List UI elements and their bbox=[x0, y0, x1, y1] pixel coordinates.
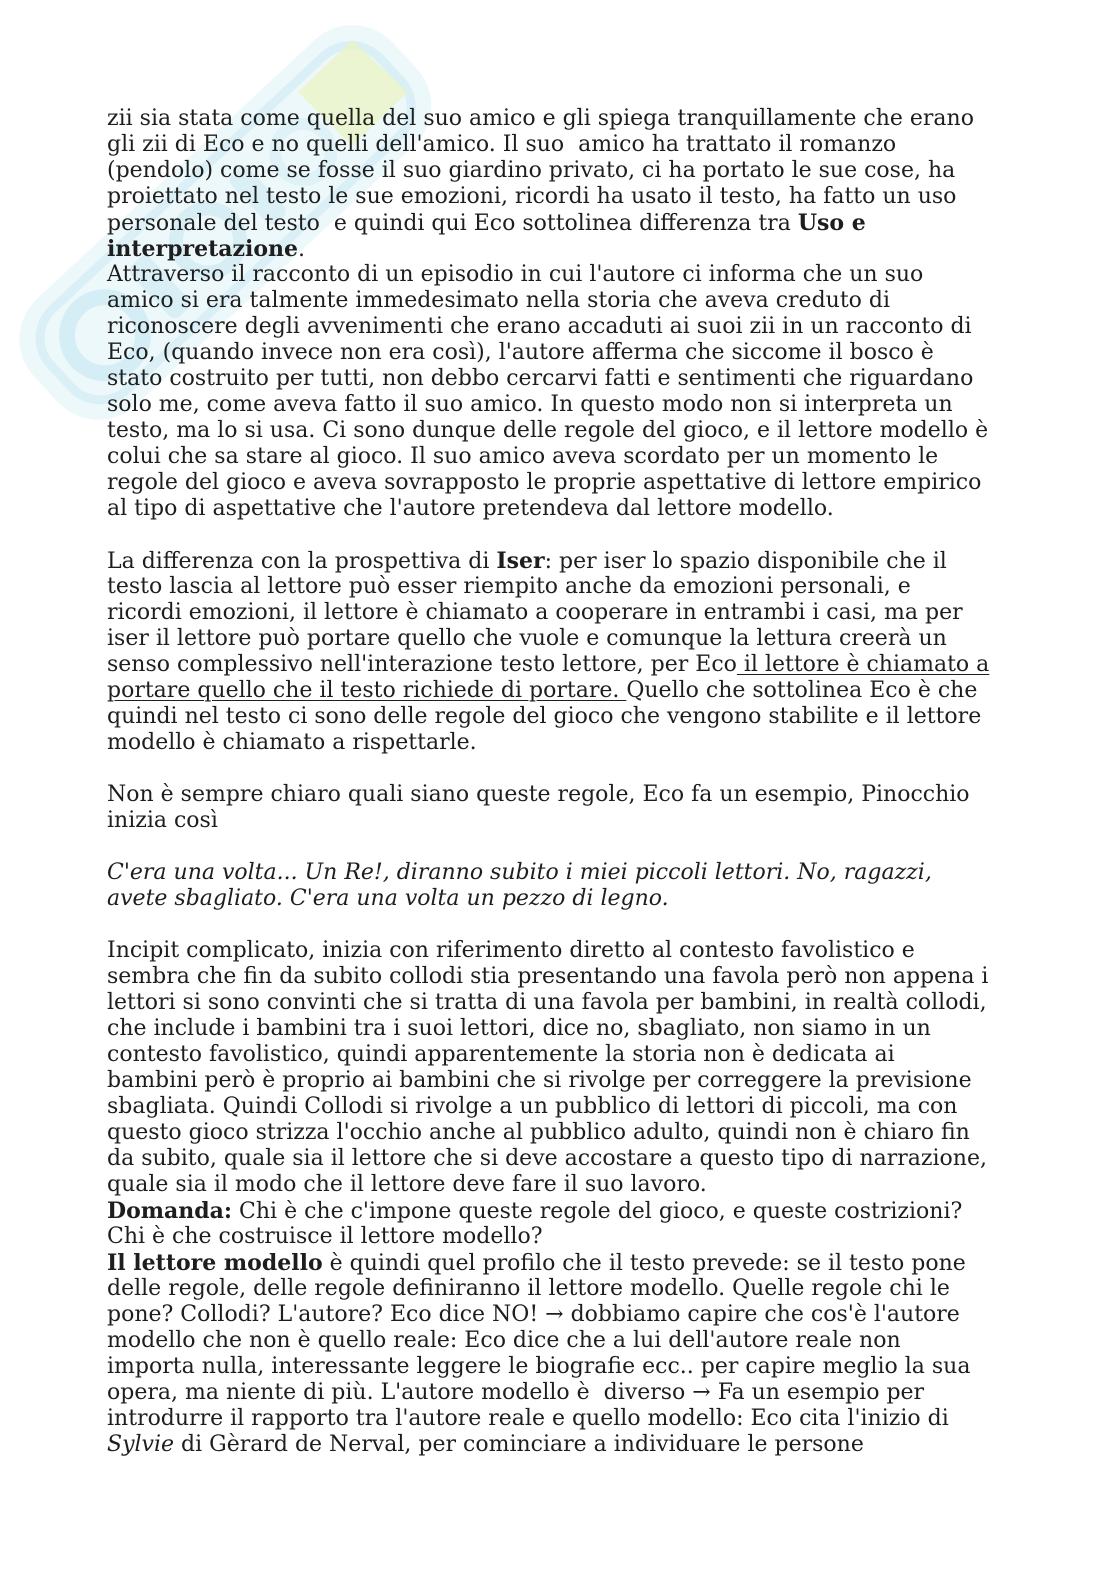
text-line: opera, ma niente di più. L'autore modello è diverso → Fa un esempio per bbox=[107, 1380, 925, 1405]
text-line bbox=[107, 236, 989, 262]
text-run: Chi è che c'impone queste regole del gioco, e queste costrizioni? bbox=[232, 1199, 963, 1224]
text-line: pone? Collodi? L'autore? Eco dice NO! → dobbiamo capire che cos'è l'autore bbox=[107, 1302, 960, 1327]
text-line: testo, ma lo si usa. Ci sono dunque delle regole del gioco, e il lettore modello è bbox=[107, 418, 989, 443]
text-line bbox=[107, 1250, 989, 1276]
text-line: delle regole, delle regole definiranno il lettore modello. Quelle regole chi le bbox=[107, 1276, 950, 1301]
blank-line bbox=[107, 756, 989, 782]
text-line: stato costruito per tutti, non debbo cercarvi fatti e sentimenti che riguardano bbox=[107, 366, 974, 391]
text-line: inizia così bbox=[107, 808, 218, 833]
text-run: . bbox=[298, 237, 306, 262]
text-line: al tipo di aspettative che l'autore pretendeva dal lettore modello. bbox=[107, 496, 834, 521]
paragraph-5 bbox=[107, 938, 989, 1198]
text-line: iser il lettore può portare quello che vuole e comunque la lettura creerà un bbox=[107, 626, 947, 651]
text-line: da subito, quale sia il lettore che si deve accostare a questo tipo di narrazione, bbox=[107, 1146, 987, 1171]
text-line: Non è sempre chiaro quali siano queste regole, Eco fa un esempio, Pinocchio bbox=[107, 782, 970, 807]
text-run: personale del testo e quindi qui Eco sottolinea differenza tra bbox=[107, 211, 798, 236]
blank-line bbox=[107, 834, 989, 860]
paragraph-1 bbox=[107, 106, 989, 262]
text-line: quindi nel testo ci sono delle regole del gioco che vengono stabilite e il lettore bbox=[107, 704, 982, 729]
quote-line: C'era una volta... Un Re!, diranno subito i miei piccoli lettori. No, ragazzi, bbox=[107, 860, 932, 885]
paragraph-7 bbox=[107, 1250, 989, 1458]
text-line: ricordi emozioni, il lettore è chiamato a cooperare in entrambi i casi, ma per bbox=[107, 600, 963, 625]
text-run: La differenza con la prospettiva di bbox=[107, 549, 497, 574]
blank-line bbox=[107, 522, 989, 548]
text-line: sbagliata. Quindi Collodi si rivolge a un pubblico di lettori di piccoli, ma con bbox=[107, 1094, 958, 1119]
text-line: modello che non è quello reale: Eco dice che a lui dell'autore reale non bbox=[107, 1328, 901, 1353]
text-line bbox=[107, 548, 989, 574]
text-line: (pendolo) come se fosse il suo giardino privato, ci ha portato le sue cose, ha bbox=[107, 158, 956, 183]
text-run: Quello che sottolinea Eco è che bbox=[626, 678, 978, 703]
bold-term: Iser bbox=[496, 548, 545, 574]
text-line: Chi è che costruisce il lettore modello? bbox=[107, 1224, 543, 1249]
text-line: Eco, (quando invece non era così), l'autore afferma che siccome il bosco è bbox=[107, 340, 934, 365]
text-line bbox=[107, 678, 989, 704]
underlined-phrase: portare quello che il testo richiede di portare. bbox=[107, 678, 627, 703]
text-line: bambini però è proprio ai bambini che si rivolge per correggere la previsione bbox=[107, 1068, 972, 1093]
text-line bbox=[107, 1432, 989, 1458]
text-line: importa nulla, interessante leggere le biografie ecc.. per capire meglio la sua bbox=[107, 1354, 971, 1379]
text-line: riconoscere degli avvenimenti che erano accaduti ai suoi zii in un racconto di bbox=[107, 314, 972, 339]
paragraph-3 bbox=[107, 548, 989, 756]
text-line: solo me, come aveva fatto il suo amico. In questo modo non si interpreta un bbox=[107, 392, 953, 417]
text-line: regole del gioco e aveva sovrapposto le proprie aspettative di lettore empirico bbox=[107, 470, 982, 495]
text-run: è quindi quel profilo che il testo prevede: se il testo pone bbox=[322, 1251, 966, 1276]
text-line: lettori si sono convinti che si tratta di una favola per bambini, in realtà collodi, bbox=[107, 990, 987, 1015]
text-line bbox=[107, 1198, 989, 1224]
paragraph-4 bbox=[107, 782, 989, 834]
text-line: che include i bambini tra i suoi lettori, dice no, sbagliato, non siamo in un bbox=[107, 1016, 931, 1041]
text-line bbox=[107, 210, 989, 236]
blank-line bbox=[107, 912, 989, 938]
underlined-phrase: il lettore è chiamato a bbox=[736, 652, 990, 677]
text-line: Attraverso il racconto di un episodio in cui l'autore ci informa che un suo bbox=[107, 262, 924, 287]
bold-term: interpretazione bbox=[107, 236, 299, 262]
text-line: gli zii di Eco e no quelli dell'amico. Il suo amico ha trattato il romanzo bbox=[107, 132, 897, 157]
bold-term: Uso e bbox=[797, 210, 866, 236]
text-line: contesto favolistico, quindi apparentemente la storia non è dedicata ai bbox=[107, 1042, 895, 1067]
text-line: colui che sa stare al gioco. Il suo amico aveva scordato per un momento le bbox=[107, 444, 939, 469]
text-line: testo lascia al lettore può esser riempito anche da emozioni personali, e bbox=[107, 574, 911, 599]
text-run: senso complessivo nell'interazione testo lettore, per Eco bbox=[107, 652, 737, 677]
document-body bbox=[107, 106, 989, 1458]
text-line: introdurre il rapporto tra l'autore reale e quello modello: Eco cita l'inizio di bbox=[107, 1406, 949, 1431]
text-line: zii sia stata come quella del suo amico e gli spiega tranquillamente che erano bbox=[107, 106, 974, 131]
text-line: proiettato nel testo le sue emozioni, ricordi ha usato il testo, ha fatto un uso bbox=[107, 184, 957, 209]
paragraph-2 bbox=[107, 262, 989, 522]
paragraph-6-question bbox=[107, 1198, 989, 1250]
bold-term: Il lettore modello bbox=[107, 1250, 323, 1276]
text-line: amico si era talmente immedesimato nella storia che aveva creduto di bbox=[107, 288, 891, 313]
pinocchio-quote bbox=[107, 860, 989, 912]
text-run: : per iser lo spazio disponibile che il bbox=[544, 549, 947, 574]
text-run: di Gèrard de Nerval, per cominciare a individuare le persone bbox=[174, 1432, 864, 1457]
italic-title: Sylvie bbox=[107, 1432, 175, 1457]
text-line: Incipit complicato, inizia con riferimento diretto al contesto favolistico e bbox=[107, 938, 915, 963]
text-line bbox=[107, 652, 989, 678]
bold-label: Domanda: bbox=[107, 1198, 233, 1224]
quote-line: avete sbagliato. C'era una volta un pezzo di legno. bbox=[107, 886, 669, 911]
text-line: modello è chiamato a rispettarle. bbox=[107, 730, 477, 755]
text-line: quale sia il modo che il lettore deve fare il suo lavoro. bbox=[107, 1172, 707, 1197]
text-line: questo gioco strizza l'occhio anche al pubblico adulto, quindi non è chiaro fin bbox=[107, 1120, 970, 1145]
text-line: sembra che fin da subito collodi stia presentando una favola però non appena i bbox=[107, 964, 989, 989]
